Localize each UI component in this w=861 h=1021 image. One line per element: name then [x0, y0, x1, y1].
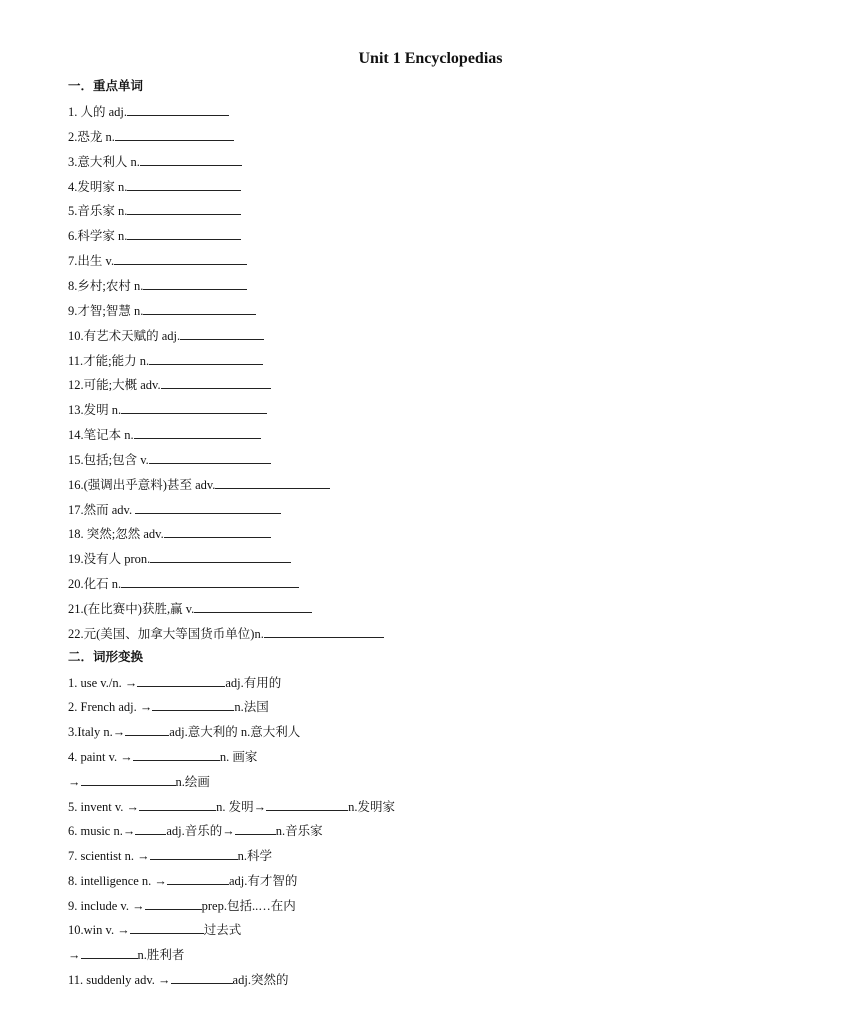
answer-blank [127, 178, 241, 191]
list-item: 9. include v. → prep.包括..…在内 [68, 899, 296, 913]
list-item: 4.发明家 n. [68, 178, 241, 195]
answer-blank [194, 600, 312, 613]
answer-blank [145, 897, 202, 910]
answer-blank [215, 476, 330, 489]
answer-blank [115, 128, 234, 141]
answer-blank [266, 798, 348, 811]
list-item: 14.笔记本 n. [68, 426, 261, 443]
list-item: 1. 人的 adj. [68, 103, 229, 120]
list-item: 16.(强调出乎意料)甚至 adv. [68, 476, 330, 493]
list-item: 15.包括;包含 v. [68, 451, 271, 468]
answer-blank [127, 227, 241, 240]
list-item: 9.才智;智慧 n. [68, 302, 256, 319]
answer-blank [143, 302, 256, 315]
list-item: 22.元(美国、加拿大等国货币单位)n. [68, 625, 384, 642]
list-item: → n.胜利者 [68, 948, 185, 962]
list-item: 11. suddenly adv. → adj.突然的 [68, 973, 289, 987]
answer-blank [150, 847, 238, 860]
answer-blank [164, 525, 271, 538]
list-item: 18. 突然;忽然 adv. [68, 525, 271, 542]
answer-blank [152, 698, 234, 711]
list-item: 20.化石 n. [68, 575, 299, 592]
list-item: 3.Italy n.→ adj.意大利的 n.意大利人 [68, 725, 301, 739]
list-item: 6. music n.→ adj.音乐的→ n.音乐家 [68, 824, 323, 838]
list-item: 5.音乐家 n. [68, 202, 241, 219]
list-item: 10.有艺术天赋的 adj. [68, 327, 264, 344]
list-item: 8. intelligence n. → adj.有才智的 [68, 874, 298, 888]
list-item: 5. invent v. → n. 发明→ n.发明家 [68, 800, 395, 814]
list-item: 1. use v./n. → adj.有用的 [68, 676, 282, 690]
answer-blank [161, 376, 271, 389]
answer-blank [150, 550, 291, 563]
answer-blank [264, 625, 384, 638]
answer-blank [133, 748, 220, 761]
answer-blank [137, 674, 225, 687]
list-item: 7.出生 v. [68, 252, 247, 269]
answer-blank [149, 352, 263, 365]
answer-blank [235, 822, 276, 835]
list-item: 8.乡村;农村 n. [68, 277, 247, 294]
answer-blank [127, 103, 229, 116]
page-title: Unit 1 Encyclopedias [358, 50, 503, 67]
answer-blank [135, 822, 166, 835]
list-item: 11.才能;能力 n. [68, 352, 263, 369]
answer-blank [139, 798, 216, 811]
list-item: 21.(在比赛中)获胜,赢 v. [68, 600, 312, 617]
list-item: 13.发明 n. [68, 401, 267, 418]
list-item: 19.没有人 pron. [68, 550, 291, 567]
section-heading-word-forms: 二．词形变换 [68, 649, 144, 664]
answer-blank [143, 277, 247, 290]
list-item: 2.恐龙 n. [68, 128, 234, 145]
answer-blank [121, 575, 299, 588]
answer-blank [127, 202, 241, 215]
list-item: 10.win v. → 过去式 [68, 923, 242, 937]
answer-blank [130, 921, 204, 934]
answer-blank [134, 426, 261, 439]
answer-blank [125, 723, 169, 736]
answer-blank [121, 401, 267, 414]
answer-blank [81, 773, 176, 786]
list-item: 3.意大利人 n. [68, 153, 242, 170]
list-item: 12.可能;大概 adv. [68, 376, 271, 393]
list-item: 7. scientist n. → n.科学 [68, 849, 272, 863]
list-item: 2. French adj. → n.法国 [68, 700, 269, 714]
answer-blank [180, 327, 264, 340]
list-item: 4. paint v. → n. 画家 [68, 750, 258, 764]
answer-blank [81, 946, 138, 959]
answer-blank [167, 872, 229, 885]
list-item: → n.绘画 [68, 775, 210, 789]
answer-blank [114, 252, 247, 265]
answer-blank [140, 153, 242, 166]
list-item: 17.然而 adv. [68, 501, 281, 518]
section-heading-key-words: 一．重点单词 [68, 78, 144, 93]
answer-blank [135, 501, 281, 514]
list-item: 6.科学家 n. [68, 227, 241, 244]
answer-blank [171, 971, 233, 984]
answer-blank [149, 451, 271, 464]
